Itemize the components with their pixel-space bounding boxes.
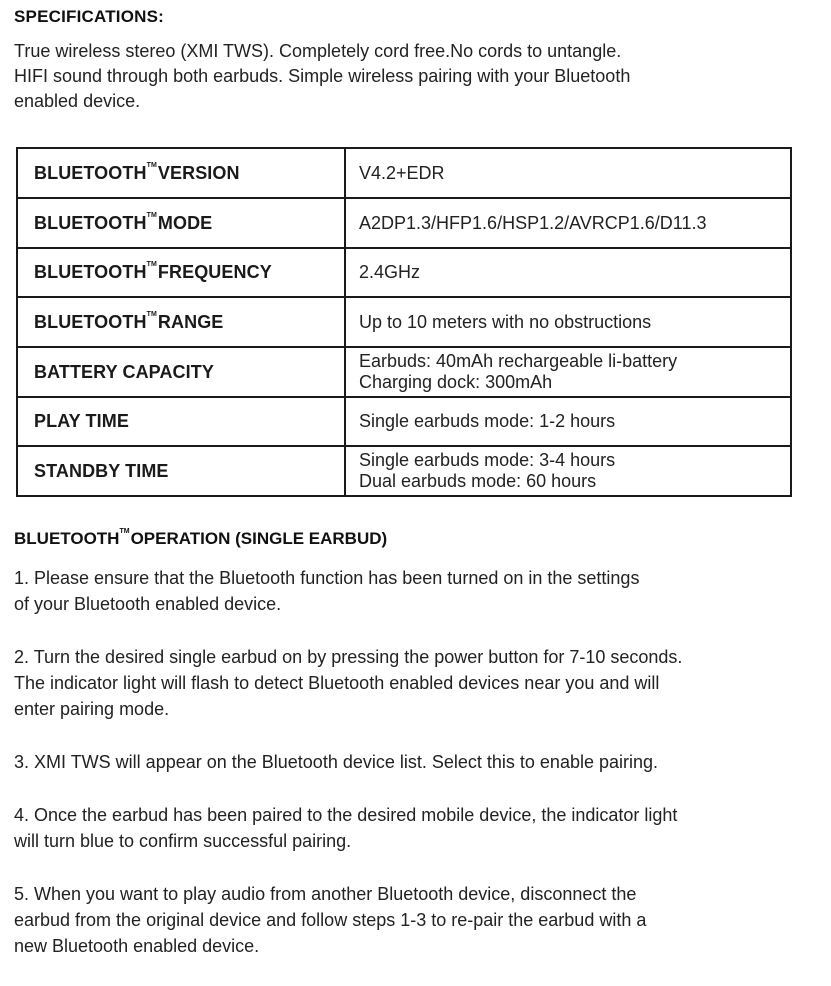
value-line: A2DP1.3/HFP1.6/HSP1.2/AVRCP1.6/D11.3: [359, 212, 707, 233]
heading-brand: BLUETOOTH: [14, 529, 120, 548]
specifications-table: [16, 147, 792, 497]
trademark-mark: TM: [146, 310, 157, 318]
step-paragraph: [14, 802, 829, 854]
value-line: Charging dock: 300mAh: [359, 372, 553, 392]
operation-heading: [14, 529, 387, 549]
table-row: [17, 347, 791, 397]
step-line: 1. Please ensure that the Bluetooth function has been turned on in the settings: [14, 568, 640, 588]
step-line: 2. Turn the desired single earbud on by pressing the power button for 7-10 seconds.: [14, 647, 683, 667]
intro-line: HIFI sound through both earbuds. Simple wireless pairing with your Bluetooth: [14, 66, 631, 86]
table-row: [17, 148, 791, 198]
spec-value: [345, 248, 791, 297]
value-line: Single earbuds mode: 3-4 hours: [359, 450, 616, 470]
step-paragraph: [14, 881, 829, 959]
label-brand: BLUETOOTH: [34, 162, 147, 183]
step-paragraph: [14, 749, 829, 775]
intro-line: True wireless stereo (XMI TWS). Completely cord free.No cords to untangle.: [14, 41, 622, 61]
step-line: 3. XMI TWS will appear on the Bluetooth device list. Select this to enable pairing.: [14, 752, 659, 772]
step-line: new Bluetooth enabled device.: [14, 936, 260, 956]
value-line: V4.2+EDR: [359, 162, 445, 183]
label-brand: BLUETOOTH: [34, 311, 147, 332]
label-text: MODE: [157, 212, 213, 233]
spec-value: [345, 297, 791, 347]
label-brand: BLUETOOTH: [34, 262, 147, 282]
spec-value: [345, 347, 791, 397]
table-row: [17, 446, 791, 496]
spec-value: [345, 397, 791, 446]
label-text: FREQUENCY: [157, 262, 272, 282]
step-line: will turn blue to confirm successful pairing.: [14, 831, 352, 851]
value-line: 2.4GHz: [359, 262, 421, 282]
label-text: RANGE: [157, 311, 224, 332]
table-row: [17, 297, 791, 347]
specifications-intro: [14, 39, 804, 114]
step-line: of your Bluetooth enabled device.: [14, 594, 282, 614]
spec-label: [17, 198, 345, 248]
value-line: Up to 10 meters with no obstructions: [359, 311, 652, 332]
value-line: Dual earbuds mode: 60 hours: [359, 471, 597, 491]
step-line: earbud from the original device and follow steps 1-3 to re-pair the earbud with a: [14, 910, 647, 930]
spec-label: [17, 297, 345, 347]
spec-label: BATTERY CAPACITY: [17, 347, 345, 397]
table-row: [17, 248, 791, 297]
step-paragraph: [14, 565, 829, 617]
table-row: [17, 198, 791, 248]
step-line: The indicator light will flash to detect Bluetooth enabled devices near you and will: [14, 673, 660, 693]
operation-steps: [14, 565, 829, 986]
step-paragraph: [14, 644, 829, 722]
step-line: 4. Once the earbud has been paired to the desired mobile device, the indicator light: [14, 805, 678, 825]
spec-value: [345, 198, 791, 248]
value-line: Earbuds: 40mAh rechargeable li-battery: [359, 351, 678, 371]
value-line: Single earbuds mode: 1-2 hours: [359, 411, 616, 431]
spec-value: [345, 148, 791, 198]
step-line: enter pairing mode.: [14, 699, 170, 719]
step-line: 5. When you want to play audio from another Bluetooth device, disconnect the: [14, 884, 637, 904]
specifications-heading: SPECIFICATIONS:: [14, 7, 165, 26]
label-text: VERSION: [157, 162, 240, 183]
spec-value: [345, 446, 791, 496]
label-brand: BLUETOOTH: [34, 212, 147, 233]
trademark-mark: TM: [146, 161, 157, 169]
trademark-mark: TM: [119, 528, 130, 535]
heading-text: OPERATION (SINGLE EARBUD): [130, 529, 388, 548]
trademark-mark: TM: [146, 211, 157, 219]
spec-label: STANDBY TIME: [17, 446, 345, 496]
intro-line: enabled device.: [14, 91, 141, 111]
spec-label: [17, 248, 345, 297]
table-row: [17, 397, 791, 446]
trademark-mark: TM: [146, 261, 157, 268]
spec-label: PLAY TIME: [17, 397, 345, 446]
spec-label: [17, 148, 345, 198]
